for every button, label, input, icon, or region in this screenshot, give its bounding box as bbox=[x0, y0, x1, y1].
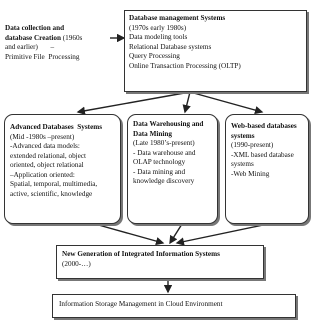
node-advanced-line: –Application oriented: bbox=[10, 170, 75, 179]
node-advanced-line: -Advanced data models: bbox=[10, 142, 80, 150]
node-web-line: (1990-present) bbox=[231, 141, 274, 149]
node-data-collection-title-line-2: database Creation (1960s bbox=[5, 33, 83, 42]
node-dbms-line: Relational Database systems bbox=[129, 42, 212, 51]
node-cloud bbox=[52, 294, 296, 318]
node-advanced-line: active, scientific, knowledge bbox=[10, 189, 93, 198]
node-web-line: -XML based database bbox=[231, 150, 294, 159]
node-web-based bbox=[225, 114, 309, 224]
arrow-dbms-to-advanced bbox=[78, 92, 190, 112]
node-advanced-databases bbox=[4, 114, 121, 224]
node-cloud-title: Information Storage Management in Cloud Environment bbox=[59, 300, 223, 308]
node-advanced-line: (Mid -1980s –present) bbox=[10, 132, 75, 141]
node-data-collection-body-line-1: and earlier) – bbox=[5, 43, 55, 51]
node-warehousing-line: (Late 1980’s-present) bbox=[133, 139, 195, 147]
arrow-web-to-newgen bbox=[177, 224, 268, 243]
node-dbms-line: Online Transaction Processing (OLTP) bbox=[129, 61, 241, 70]
node-warehousing-title: Data Mining bbox=[133, 129, 172, 138]
node-warehousing-title: Data Warehousing and bbox=[133, 120, 204, 128]
node-advanced-line: oriented, object relational bbox=[10, 161, 84, 169]
arrow-warehousing-to-newgen bbox=[170, 224, 182, 243]
node-newgen-title: New Generation of Integrated Information Systems bbox=[62, 250, 220, 258]
node-warehousing-line: - Data mining and bbox=[133, 167, 186, 176]
node-dbms-line: (1970s early 1980s) bbox=[129, 23, 187, 32]
node-web-line: -Web Mining bbox=[231, 169, 270, 178]
arrow-advanced-to-newgen bbox=[95, 224, 163, 243]
node-advanced-line: extended relational, object bbox=[10, 151, 87, 160]
node-web-line: systems bbox=[231, 160, 254, 168]
node-warehousing-line: - Data warehouse and bbox=[133, 148, 196, 157]
node-warehousing-line: OLAP technology bbox=[133, 158, 186, 166]
node-dbms-line: Query Processing bbox=[129, 52, 180, 60]
node-data-warehousing bbox=[127, 114, 218, 224]
node-warehousing-line: knowledge discovery bbox=[133, 177, 195, 185]
arrow-dbms-to-web bbox=[190, 92, 262, 112]
node-data-collection-body-line-2: Primitive File Processing bbox=[5, 52, 80, 61]
node-dbms-line: Data modeling tools bbox=[129, 33, 188, 41]
node-web-title: systems bbox=[231, 131, 255, 140]
node-data-collection bbox=[4, 22, 110, 66]
node-new-generation bbox=[56, 245, 264, 279]
node-web-title: Web-based databases bbox=[231, 122, 297, 130]
node-dbms bbox=[124, 10, 307, 92]
node-dbms-title: Database management Systems bbox=[129, 14, 226, 22]
node-advanced-title: Advanced Databases Systems bbox=[10, 123, 103, 131]
node-newgen-line: (2000-…) bbox=[62, 259, 91, 268]
arrow-dbms-to-warehousing bbox=[185, 92, 190, 112]
node-data-collection-title-line-1: Data collection and bbox=[5, 24, 65, 32]
node-advanced-line: Spatial, temporal, multimedia, bbox=[10, 180, 98, 188]
